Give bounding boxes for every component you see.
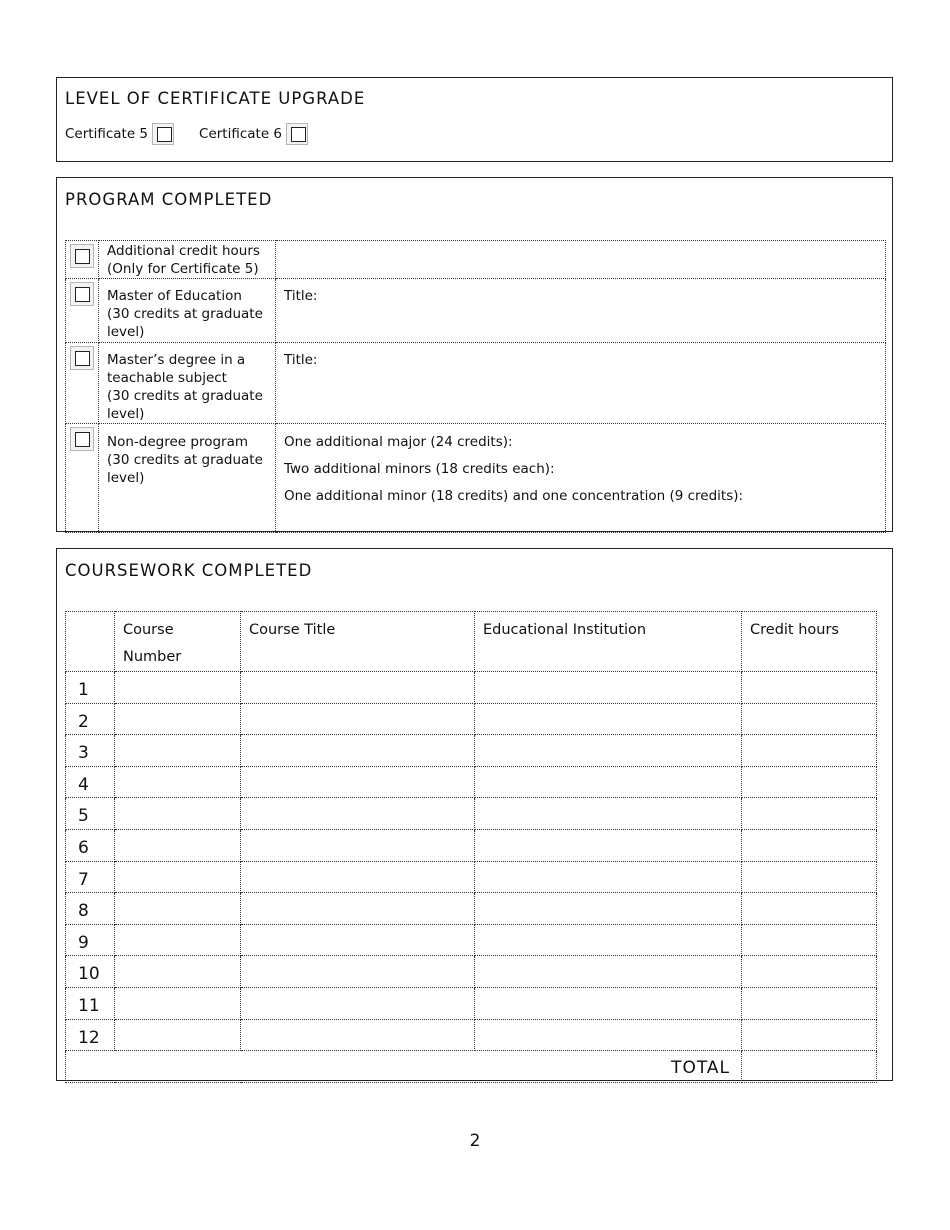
institution-field[interactable] [475, 703, 742, 735]
course-title-header: Course Title [241, 612, 475, 672]
course-title-field[interactable] [241, 829, 475, 861]
row-number: 8 [66, 893, 115, 925]
total-row [66, 1051, 877, 1083]
program-row-masters-teachable [66, 343, 886, 424]
program-detail-field[interactable] [276, 424, 886, 533]
row-number: 6 [66, 829, 115, 861]
course-title-field[interactable] [241, 1019, 475, 1051]
row-number: 2 [66, 703, 115, 735]
row-number: 5 [66, 798, 115, 830]
course-title-field[interactable] [241, 703, 475, 735]
certificate-5-label: Certificate 5 [65, 126, 149, 142]
institution-field[interactable] [475, 924, 742, 956]
course-title-field[interactable] [241, 893, 475, 925]
course-number-field[interactable] [115, 703, 241, 735]
program-detail-field[interactable] [276, 241, 886, 279]
institution-field[interactable] [475, 893, 742, 925]
program-label: Master of Education (30 credits at graduate level) [99, 279, 276, 343]
row-number: 4 [66, 766, 115, 798]
additional-major-label: One additional major (24 credits): [284, 434, 513, 450]
credit-hours-header: Credit hours [742, 612, 877, 672]
program-label: Master’s degree in a teachable subject (30 credits at graduate level) [99, 343, 276, 424]
credit-hours-field[interactable] [742, 924, 877, 956]
table-row [66, 893, 877, 925]
coursework-rows [66, 672, 877, 1051]
credit-hours-field[interactable] [742, 798, 877, 830]
institution-field[interactable] [475, 798, 742, 830]
table-row [66, 987, 877, 1019]
institution-field[interactable] [475, 987, 742, 1019]
credit-hours-field[interactable] [742, 987, 877, 1019]
program-label: Non-degree program (30 credits at graduate level) [99, 424, 276, 533]
program-completed-section [56, 177, 893, 532]
institution-field[interactable] [475, 956, 742, 988]
table-row [66, 703, 877, 735]
certificate-options [65, 123, 333, 145]
credit-hours-field[interactable] [742, 672, 877, 704]
row-number: 11 [66, 987, 115, 1019]
program-row-additional-credits [66, 241, 886, 279]
course-number-field[interactable] [115, 735, 241, 767]
course-number-field[interactable] [115, 893, 241, 925]
course-number-field[interactable] [115, 924, 241, 956]
program-table [65, 240, 886, 533]
page-number: 2 [469, 1131, 481, 1151]
minor-and-concentration-label: One additional minor (18 credits) and one concentration (9 credits): [284, 488, 744, 504]
credit-hours-field[interactable] [742, 766, 877, 798]
course-title-field[interactable] [241, 924, 475, 956]
credit-hours-field[interactable] [742, 735, 877, 767]
credit-hours-field[interactable] [742, 703, 877, 735]
program-row-non-degree [66, 424, 886, 533]
course-number-field[interactable] [115, 987, 241, 1019]
coursework-header-row [66, 612, 877, 672]
non-degree-checkbox[interactable] [70, 427, 94, 451]
row-number: 9 [66, 924, 115, 956]
institution-field[interactable] [475, 1019, 742, 1051]
row-number: 12 [66, 1019, 115, 1051]
coursework-completed-title: COURSEWORK COMPLETED [65, 561, 313, 580]
masters-teachable-checkbox[interactable] [70, 346, 94, 370]
credit-hours-field[interactable] [742, 893, 877, 925]
certificate-6-checkbox[interactable] [286, 123, 308, 145]
additional-credits-checkbox[interactable] [70, 244, 94, 268]
additional-minors-label: Two additional minors (18 credits each): [284, 461, 555, 477]
certificate-5-option [65, 123, 174, 145]
master-of-education-checkbox[interactable] [70, 282, 94, 306]
institution-field[interactable] [475, 766, 742, 798]
course-title-field[interactable] [241, 987, 475, 1019]
table-row [66, 1019, 877, 1051]
total-credit-hours-field[interactable] [742, 1051, 877, 1083]
program-label: Additional credit hours (Only for Certificate 5) [99, 241, 276, 279]
institution-field[interactable] [475, 672, 742, 704]
institution-field[interactable] [475, 861, 742, 893]
coursework-completed-section [56, 548, 893, 1081]
course-title-field[interactable] [241, 798, 475, 830]
certificate-6-option [199, 123, 308, 145]
certificate-upgrade-section [56, 77, 893, 162]
course-title-field[interactable] [241, 735, 475, 767]
table-row [66, 956, 877, 988]
course-number-field[interactable] [115, 672, 241, 704]
program-detail-field[interactable] [276, 343, 886, 424]
total-label: TOTAL [66, 1051, 742, 1083]
table-row [66, 829, 877, 861]
table-row [66, 672, 877, 704]
title-label: Title: [284, 288, 318, 304]
institution-field[interactable] [475, 735, 742, 767]
course-number-field[interactable] [115, 829, 241, 861]
coursework-table [65, 611, 877, 1083]
credit-hours-field[interactable] [742, 956, 877, 988]
institution-field[interactable] [475, 829, 742, 861]
credit-hours-field[interactable] [742, 1019, 877, 1051]
row-number: 10 [66, 956, 115, 988]
course-number-field[interactable] [115, 766, 241, 798]
course-title-field[interactable] [241, 766, 475, 798]
course-title-field[interactable] [241, 956, 475, 988]
course-number-field[interactable] [115, 798, 241, 830]
program-completed-title: PROGRAM COMPLETED [65, 190, 273, 209]
row-number-header [66, 612, 115, 672]
row-number: 3 [66, 735, 115, 767]
credit-hours-field[interactable] [742, 861, 877, 893]
course-number-field[interactable] [115, 861, 241, 893]
table-row [66, 735, 877, 767]
course-title-field[interactable] [241, 672, 475, 704]
row-number: 1 [66, 672, 115, 704]
program-detail-field[interactable] [276, 279, 886, 343]
certificate-upgrade-title: LEVEL OF CERTIFICATE UPGRADE [65, 89, 366, 108]
certificate-6-label: Certificate 6 [199, 126, 283, 142]
program-row-master-of-education [66, 279, 886, 343]
row-number: 7 [66, 861, 115, 893]
certificate-5-checkbox[interactable] [152, 123, 174, 145]
credit-hours-field[interactable] [742, 829, 877, 861]
table-row [66, 924, 877, 956]
course-title-field[interactable] [241, 861, 475, 893]
table-row [66, 861, 877, 893]
table-row [66, 798, 877, 830]
course-number-header: Course Number [115, 612, 241, 672]
table-row [66, 766, 877, 798]
course-number-field[interactable] [115, 956, 241, 988]
title-label: Title: [284, 352, 318, 368]
institution-header: Educational Institution [475, 612, 742, 672]
course-number-field[interactable] [115, 1019, 241, 1051]
